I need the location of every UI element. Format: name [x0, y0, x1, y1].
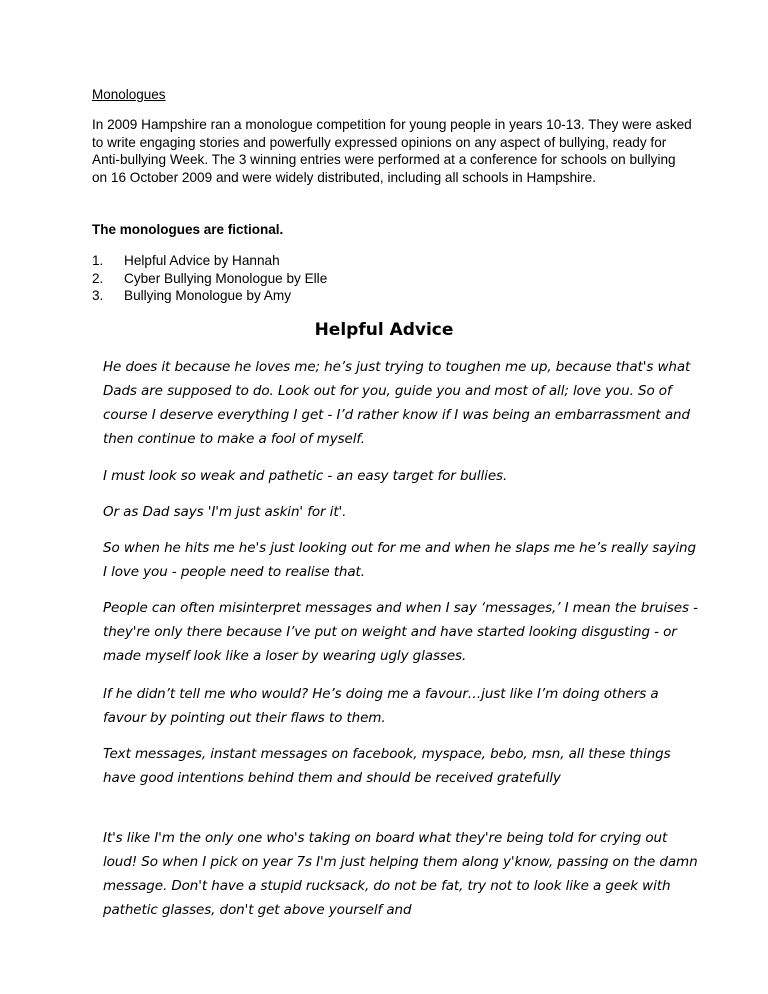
list-text: Cyber Bullying Monologue by Elle: [124, 270, 328, 286]
list-number: 2.: [92, 270, 104, 286]
monologue-list: [92, 252, 327, 305]
monologue-paragraph: Text messages, instant messages on facebook, myspace, bebo, msn, all these things have good intentions behind them and should be received gratefully: [103, 746, 671, 786]
list-item: [92, 287, 327, 305]
intro-paragraph: In 2009 Hampshire ran a monologue competition for young people in years 10-13. They were asked to write engaging stories and powerfully expressed opinions on any aspect of bullying, ready for Anti-bullying Week. The 3 winning entries were performed at a conference for schools on bullying on 16 October 2009 and were widely distributed, including all schools in Hampshire.: [92, 117, 692, 185]
fictional-note: The monologues are fictional.: [92, 222, 284, 237]
list-text: Bullying Monologue by Amy: [124, 288, 291, 304]
monologue-paragraph: People can often misinterpret messages and when I say ‘messages,’ I mean the bruises - they're only there because I’ve put on weight and have started looking disgusting - or made myself look like a loser by wearing ugly glasses.: [103, 600, 698, 664]
monologue-paragraph: He does it because he loves me; he’s just trying to toughen me up, because that's what Dads are supposed to do. Look out for you, guide you and most of all; love you. So of course I deserve everything I get - I’d rather know if I was being an embarrassment and then continue to make a fool of myself.: [103, 359, 691, 447]
monologue-paragraph: Or as Dad says 'I'm just askin' for it'.: [103, 504, 347, 520]
list-text: Helpful Advice by Hannah: [124, 253, 280, 268]
monologue-paragraph: If he didn’t tell me who would? He’s doing me a favour…just like I’m doing others a favour by pointing out their flaws to them.: [103, 686, 659, 726]
list-number: 3.: [92, 288, 104, 304]
list-number: 1.: [92, 253, 104, 268]
monologue-paragraph: It's like I'm the only one who's taking on board what they're being told for crying out loud! So when I pick on year 7s I'm just helping them along y'know, passing on the damn message. Don't have a stupid rucksack, do not be fat, try not to look like a geek with pathetic glasses, don't get above yourself and: [103, 830, 698, 918]
monologue-paragraph: So when he hits me he's just looking out for me and when he slaps me he’s really saying I love you - people need to realise that.: [103, 540, 696, 580]
list-item: [92, 270, 327, 288]
section-heading: Monologues: [92, 87, 166, 102]
monologue-paragraph: I must look so weak and pathetic - an easy target for bullies.: [103, 468, 508, 484]
monologue-title: Helpful Advice: [314, 320, 454, 340]
list-item: [92, 252, 327, 270]
